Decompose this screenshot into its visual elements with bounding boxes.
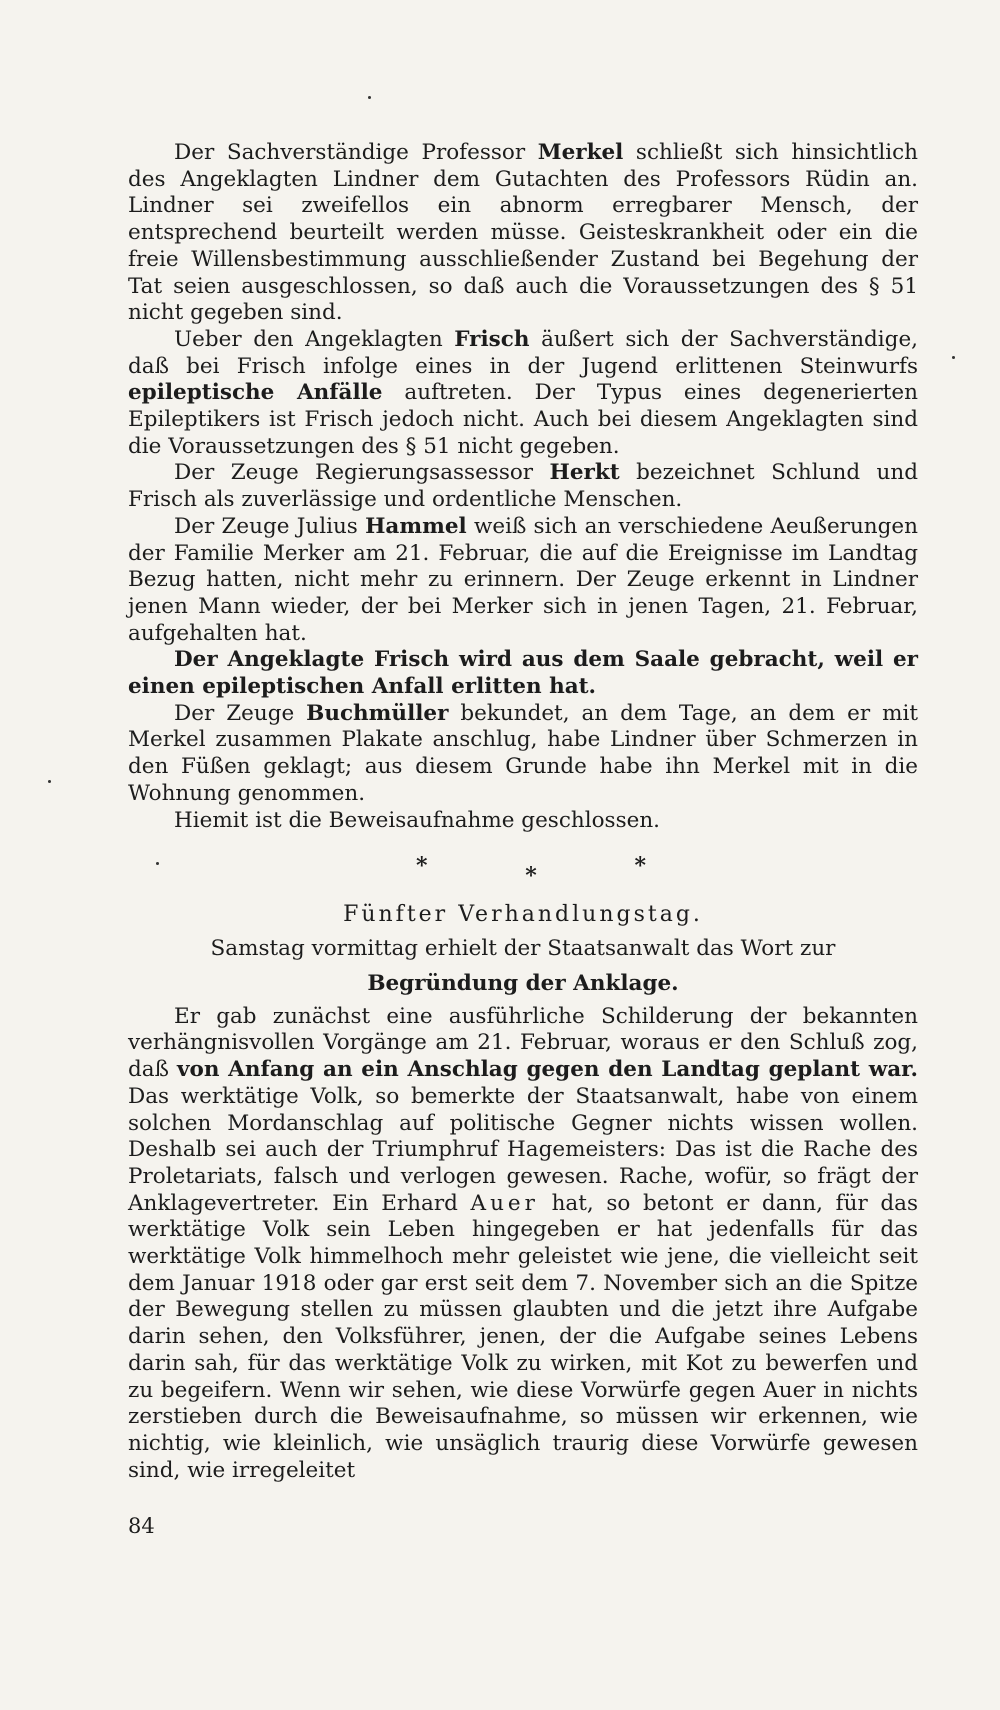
emphasized-text: Buchmüller	[306, 700, 449, 726]
print-speck	[156, 862, 159, 865]
emphasized-text: Frisch	[454, 326, 530, 352]
closing-paragraph-container	[128, 1004, 918, 1485]
paragraph	[128, 701, 918, 808]
paragraph-text: Der Zeuge Regierungsassessor	[174, 460, 550, 486]
paragraph-text: Er gab zunächst eine ausführliche Schilderung der bekannten verhängnisvollen Vorgänge am 21. Februar, woraus er den Schluß zog, daß	[128, 1003, 918, 1083]
separator-star: *	[416, 853, 428, 880]
emphasized-text: Herkt	[549, 460, 620, 486]
separator-star: *	[525, 863, 537, 890]
paragraph-text: hat, so betont er dann, für das werktätige Volk sein Leben hingegeben er hat jedenfalls für das werktätige Volk himmelhoch mehr geleistet wie jene, die vielleicht seit dem Januar 1918 oder gar erst seit dem 7. November sich an die Spitze der Bewegung stellen zu müssen glaubten und die jetzt ihre Aufgabe darin sehen, den Volksführer, jenen, der die Aufgabe seines Lebens darin sah, für das werktätige Volk zu wirken, mit Kot zu bewerfen und zu begeifern. Wenn wir sehen, wie diese Vorwürfe gegen Auer in nichts zerstieben durch die Beweisaufnahme, so müssen wir erkennen, wie nichtig, wie kleinlich, wie unsäglich traurig diese Vorwürfe gewesen sind, wie irregeleitet	[128, 1190, 918, 1483]
emphasized-text: Merkel	[537, 140, 624, 165]
paragraph	[128, 140, 918, 327]
separator-star: *	[634, 853, 646, 880]
page-number: 84	[128, 1514, 155, 1538]
paragraph-text: Hiemit ist die Beweisaufnahme geschlossen.	[174, 807, 661, 833]
emphasized-text: Hammel	[365, 513, 467, 539]
paragraph-text: Der Zeuge	[174, 700, 307, 726]
print-speck	[48, 780, 51, 783]
emphasized-text: von Anfang an ein Anschlag gegen den Landtag geplant war.	[177, 1057, 918, 1083]
print-speck	[368, 96, 371, 99]
subheading: Begründung der Anklage.	[367, 970, 679, 996]
print-speck	[952, 356, 955, 359]
paragraph	[128, 647, 918, 700]
paragraph-text: auftreten. Der Typus eines degenerierten Epileptikers ist Frisch jedoch nicht. Auch bei diesem Angeklagten sind die Voraussetzungen des § 51 nicht gegeben.	[128, 380, 918, 459]
section-heading: Fünfter Verhandlungstag.	[343, 902, 703, 928]
intro-line: Samstag vormittag erhielt der Staatsanwalt das Wort zur	[210, 936, 836, 962]
paragraph	[128, 808, 918, 835]
paragraph-text: Ueber den Angeklagten	[174, 326, 455, 352]
paragraph	[128, 327, 918, 461]
emphasized-text: epileptische Anfälle	[128, 380, 383, 406]
page-body	[128, 140, 918, 1484]
paragraph-text: bezeichnet Schlund und Frisch als zuverlässige und ordentliche Menschen.	[128, 460, 918, 513]
testimony-paragraphs	[128, 140, 918, 834]
paragraph	[128, 460, 918, 513]
paragraph-text: Das werktätige Volk, so bemerkte der Staatsanwalt, habe von einem solchen Mordanschlag auf politische Gegner nichts wissen wollen. Deshalb sei auch der Triumphruf Hagemeisters: Das ist die Rache des Proletariats, falsch und verlogen gewesen. Rache, wofür, so frägt der Anklagevertreter. Ein Erhard	[128, 1083, 918, 1216]
paragraph-text: schließt sich hinsichtlich des Angeklagten Lindner dem Gutachten des Professors Rüdin an. Lindner sei zweifellos ein abnorm erregbarer Mensch, der entsprechend beurteilt werden müsse. Geisteskrankheit oder ein die freie Willensbestimmung ausschließender Zustand bei Begehung der Tat seien ausgeschlossen, so daß auch die Voraussetzungen des § 51 nicht gegeben sind.	[128, 140, 918, 326]
paragraph	[128, 514, 918, 648]
paragraph-text: Der Zeuge Julius	[174, 513, 366, 539]
paragraph-text: Auer	[470, 1190, 539, 1216]
emphasized-text: Der Angeklagte Frisch wird aus dem Saale gebracht, weil er einen epileptischen Anfall erlitten hat.	[128, 647, 918, 700]
paragraph-text: bekundet, an dem Tage, an dem er mit Merkel zusammen Plakate anschlug, habe Lindner über Schmerzen in den Füßen geklagt; aus diesem Grunde habe ihn Merkel mit in die Wohnung genommen.	[128, 700, 919, 806]
paragraph-text: Der Sachverständige Professor	[174, 140, 538, 165]
section-separator	[416, 853, 646, 890]
paragraph-text: weiß sich an verschiedene Aeußerungen der Familie Merker am 21. Februar, die auf die Ereignisse im Landtag Bezug hatten, nicht mehr zu erinnern. Der Zeuge erkennt in Lindner jenen Mann wieder, der bei Merker sich in jenen Tagen, 21. Februar, aufgehalten hat.	[128, 513, 918, 646]
paragraph	[128, 1004, 918, 1485]
paragraph-text: äußert sich der Sachverständige, daß bei Frisch infolge eines in der Jugend erlittenen Steinwurfs	[128, 326, 919, 379]
